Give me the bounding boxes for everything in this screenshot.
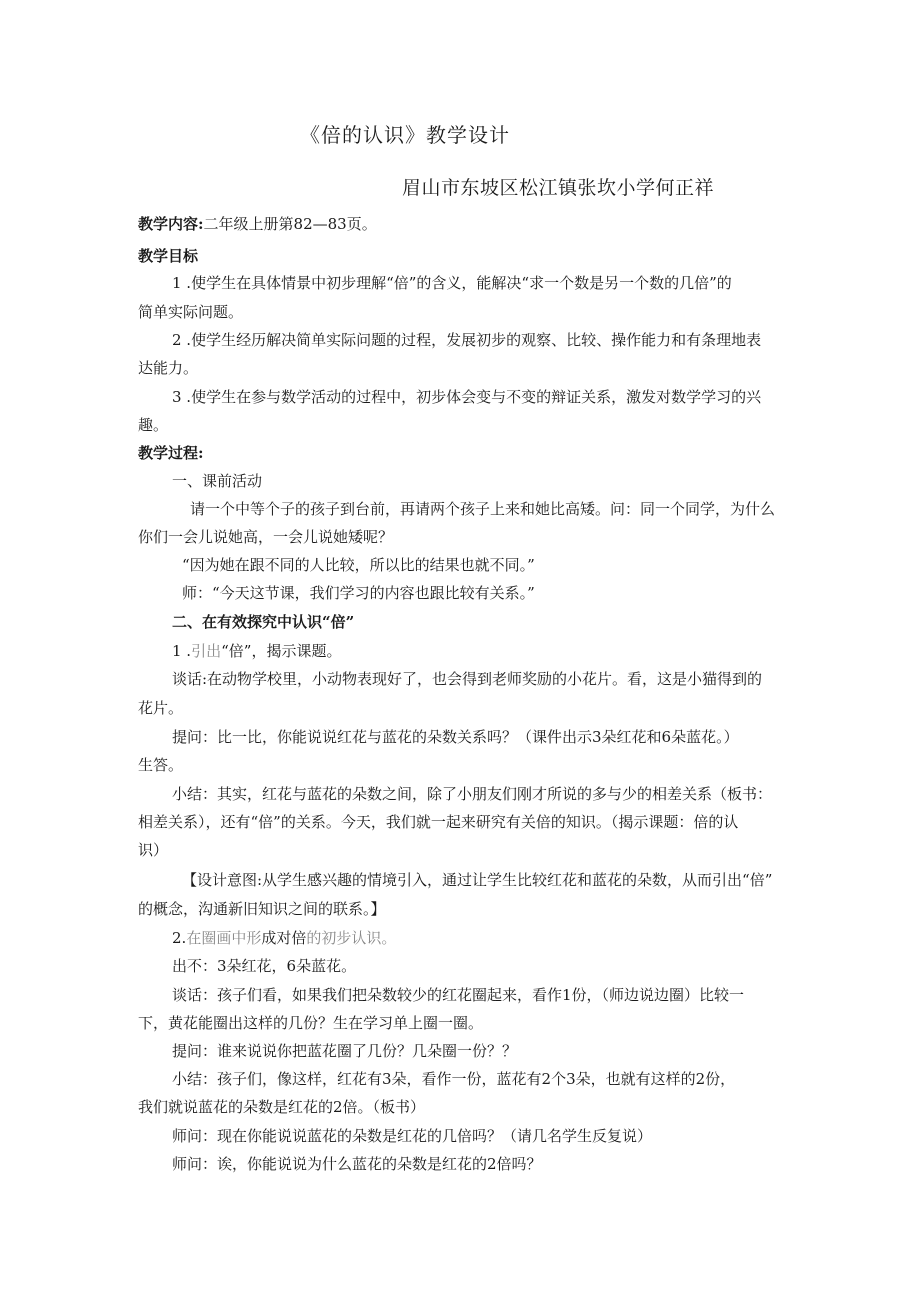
teaching-content-label: 教学内容: (138, 215, 204, 233)
goal-1-line-1: 1 .使学生在具体情景中初步理解“倍”的含义，能解决“求一个数是另一个数的几倍”的 (172, 274, 732, 292)
question-1-line-1: 提问：比一比，你能说说红花与蓝花的朵数关系吗？（课件出示3朵红花和6朵蓝花。） (172, 728, 739, 746)
process-heading: 教学过程: (138, 444, 204, 462)
subsection-2-part-1: 在圈画中形 (186, 929, 262, 947)
talk-1-line-1: 谈话:在动物学校里，小动物表现好了，也会得到老师奖励的小花片。看，这是小猫得到的 (172, 670, 763, 688)
design-intent-line-1: 【设计意图:从学生感兴趣的情境引入，通过让学生比较红花和蓝花的朵数，从而引出“倍” (182, 871, 773, 889)
goal-3-line-2: 趣。 (138, 416, 169, 434)
display-note: 出不：3朵红花，6朵蓝花。 (172, 957, 357, 975)
section-1-paragraph-1-line-1: 请一个中等个子的孩子到台前，再请两个孩子上来和她比高矮。问：同一个同学，为什么 (190, 500, 776, 518)
author-line: 眉山市东坡区松江镇张坎小学何正祥 (402, 177, 715, 199)
subsection-1-rest: “倍”，揭示课题。 (221, 642, 342, 660)
section-1-paragraph-1-line-2: 你们一会儿说她高，一会儿说她矮呢？ (138, 528, 394, 546)
summary-2-line-2: 我们就说蓝花的朵数是红花的2倍。（板书） (138, 1098, 426, 1116)
summary-1-line-3: 识） (138, 841, 169, 859)
summary-1-line-1: 小结：其实，红花与蓝花的朵数之间，除了小朋友们刚才所说的多与少的相差关系（板书： (172, 785, 773, 803)
document-title: 《倍的认识》教学设计 (300, 123, 510, 147)
talk-1-line-2: 花片。 (138, 699, 184, 717)
talk-2-line-2: 下，黄花能圈出这样的几份？生在学习单上圈一圈。 (138, 1014, 484, 1032)
subsection-1-number: 1 . (172, 642, 192, 660)
teaching-content-value: 二年级上册第82—83页。 (203, 215, 377, 233)
talk-2-line-1: 谈话：孩子们看，如果我们把朵数较少的红花圈起来，看作1份，（师边说边圈）比较一 (172, 986, 745, 1004)
section-1-paragraph-2: “因为她在跟不同的人比较，所以比的结果也就不同。” (182, 556, 535, 574)
subsection-2-number: 2. (172, 929, 187, 947)
goal-2-line-2: 达能力。 (138, 359, 199, 377)
section-2-heading: 二、在有效探究中认识“倍” (172, 613, 355, 631)
teacher-question-1: 师问：现在你能说说蓝花的朵数是红花的几倍吗？（请几名学生反复说） (172, 1127, 653, 1145)
summary-1-line-2: 相差关系），还有“倍”的关系。今天，我们就一起来研究有关倍的知识。（揭示课题：倍的认 (138, 813, 739, 831)
subsection-2-part-3: 的初步认识。 (306, 929, 397, 947)
summary-2-line-1: 小结：孩子们，像这样，红花有3朵，看作一份，蓝花有2个3朵，也就有这样的2份， (172, 1070, 736, 1088)
section-1-paragraph-3: 师：“今天这节课，我们学习的内容也跟比较有关系。” (182, 584, 535, 602)
subsection-1-highlight: 引出 (191, 642, 222, 660)
design-intent-line-2: 的概念，沟通新旧知识之间的联系。】 (138, 900, 386, 918)
section-1-heading: 一、课前活动 (172, 472, 263, 490)
question-1-line-2: 生答。 (138, 756, 184, 774)
goal-1-line-2: 简单实际问题。 (138, 303, 244, 321)
teaching-content (138, 214, 788, 234)
subsection-2-part-2: 成对倍 (261, 929, 307, 947)
subsection-2-heading (172, 928, 822, 948)
question-2: 提问：谁来说说你把蓝花圈了几份？几朵圈一份？？ (172, 1042, 518, 1060)
teacher-question-2: 师问：诶，你能说说为什么蓝花的朵数是红花的2倍吗？ (172, 1155, 542, 1173)
goals-heading: 教学目标 (138, 247, 199, 265)
goal-3-line-1: 3 .使学生在参与数学活动的过程中，初步体会变与不变的辩证关系，激发对数学学习的兴 (172, 388, 762, 406)
subsection-1-heading (172, 641, 822, 661)
goal-2-line-1: 2 .使学生经历解决简单实际问题的过程，发展初步的观察、比较、操作能力和有条理地表 (172, 331, 762, 349)
